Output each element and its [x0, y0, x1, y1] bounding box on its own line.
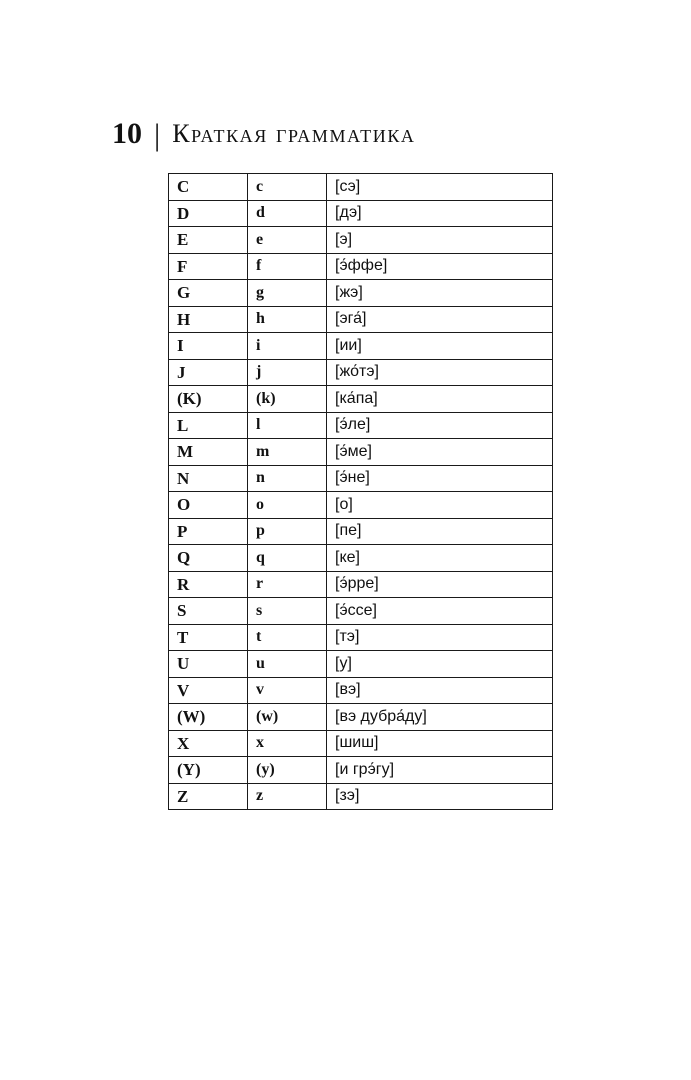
pronunciation-cell: [э́не] — [327, 465, 553, 492]
uppercase-letter-cell: H — [169, 306, 248, 333]
pronunciation-cell: [жэ] — [327, 280, 553, 307]
table-row — [169, 200, 553, 227]
pronunciation-cell: [ии] — [327, 333, 553, 360]
pronunciation-cell: [сэ] — [327, 174, 553, 201]
table-row — [169, 571, 553, 598]
table-row — [169, 333, 553, 360]
uppercase-letter-cell: V — [169, 677, 248, 704]
pronunciation-cell: [э́ффе] — [327, 253, 553, 280]
uppercase-letter-cell: G — [169, 280, 248, 307]
uppercase-letter-cell: N — [169, 465, 248, 492]
uppercase-letter-cell: C — [169, 174, 248, 201]
table-row — [169, 227, 553, 254]
running-title: Краткая грамматика — [172, 119, 416, 148]
table-row — [169, 704, 553, 731]
pronunciation-cell: [ка́па] — [327, 386, 553, 413]
alphabet-table — [168, 173, 553, 810]
lowercase-letter-cell: c — [248, 174, 327, 201]
uppercase-letter-cell: U — [169, 651, 248, 678]
table-row — [169, 730, 553, 757]
lowercase-letter-cell: g — [248, 280, 327, 307]
table-row — [169, 439, 553, 466]
pronunciation-cell: [вэ] — [327, 677, 553, 704]
lowercase-letter-cell: (y) — [248, 757, 327, 784]
table-row — [169, 253, 553, 280]
uppercase-letter-cell: D — [169, 200, 248, 227]
lowercase-letter-cell: q — [248, 545, 327, 572]
running-header — [112, 112, 416, 156]
uppercase-letter-cell: Z — [169, 783, 248, 810]
pronunciation-cell: [эга́] — [327, 306, 553, 333]
pronunciation-cell: [тэ] — [327, 624, 553, 651]
pronunciation-cell: [э́рре] — [327, 571, 553, 598]
lowercase-letter-cell: m — [248, 439, 327, 466]
table-row — [169, 386, 553, 413]
table-row — [169, 757, 553, 784]
table-row — [169, 306, 553, 333]
table-row — [169, 651, 553, 678]
pronunciation-cell: [и грэ́гу] — [327, 757, 553, 784]
pronunciation-cell: [ке] — [327, 545, 553, 572]
uppercase-letter-cell: R — [169, 571, 248, 598]
pronunciation-cell: [вэ дубра́ду] — [327, 704, 553, 731]
table-row — [169, 518, 553, 545]
table-row — [169, 280, 553, 307]
uppercase-letter-cell: X — [169, 730, 248, 757]
lowercase-letter-cell: s — [248, 598, 327, 625]
lowercase-letter-cell: u — [248, 651, 327, 678]
pronunciation-cell: [о] — [327, 492, 553, 519]
table-row — [169, 465, 553, 492]
table-row — [169, 359, 553, 386]
pronunciation-cell: [дэ] — [327, 200, 553, 227]
page-number: 10 — [112, 117, 142, 150]
uppercase-letter-cell: Q — [169, 545, 248, 572]
lowercase-letter-cell: d — [248, 200, 327, 227]
table-row — [169, 783, 553, 810]
table-row — [169, 624, 553, 651]
table-row — [169, 598, 553, 625]
lowercase-letter-cell: f — [248, 253, 327, 280]
table-row — [169, 677, 553, 704]
uppercase-letter-cell: E — [169, 227, 248, 254]
pronunciation-cell: [у] — [327, 651, 553, 678]
pronunciation-cell: [э́ле] — [327, 412, 553, 439]
uppercase-letter-cell: O — [169, 492, 248, 519]
uppercase-letter-cell: (W) — [169, 704, 248, 731]
alphabet-table-body — [169, 174, 553, 810]
uppercase-letter-cell: L — [169, 412, 248, 439]
lowercase-letter-cell: t — [248, 624, 327, 651]
uppercase-letter-cell: P — [169, 518, 248, 545]
uppercase-letter-cell: (Y) — [169, 757, 248, 784]
pronunciation-cell: [пе] — [327, 518, 553, 545]
pronunciation-cell: [шиш] — [327, 730, 553, 757]
uppercase-letter-cell: M — [169, 439, 248, 466]
lowercase-letter-cell: l — [248, 412, 327, 439]
pronunciation-cell: [жо́тэ] — [327, 359, 553, 386]
lowercase-letter-cell: p — [248, 518, 327, 545]
lowercase-letter-cell: v — [248, 677, 327, 704]
table-row — [169, 545, 553, 572]
lowercase-letter-cell: o — [248, 492, 327, 519]
table-row — [169, 492, 553, 519]
header-separator: | — [154, 116, 161, 152]
lowercase-letter-cell: n — [248, 465, 327, 492]
table-row — [169, 412, 553, 439]
lowercase-letter-cell: r — [248, 571, 327, 598]
pronunciation-cell: [э] — [327, 227, 553, 254]
lowercase-letter-cell: (k) — [248, 386, 327, 413]
lowercase-letter-cell: (w) — [248, 704, 327, 731]
lowercase-letter-cell: j — [248, 359, 327, 386]
uppercase-letter-cell: T — [169, 624, 248, 651]
uppercase-letter-cell: F — [169, 253, 248, 280]
uppercase-letter-cell: (K) — [169, 386, 248, 413]
pronunciation-cell: [э́ссе] — [327, 598, 553, 625]
lowercase-letter-cell: i — [248, 333, 327, 360]
uppercase-letter-cell: I — [169, 333, 248, 360]
lowercase-letter-cell: x — [248, 730, 327, 757]
table-row — [169, 174, 553, 201]
uppercase-letter-cell: S — [169, 598, 248, 625]
uppercase-letter-cell: J — [169, 359, 248, 386]
pronunciation-cell: [э́ме] — [327, 439, 553, 466]
lowercase-letter-cell: z — [248, 783, 327, 810]
pronunciation-cell: [зэ] — [327, 783, 553, 810]
lowercase-letter-cell: e — [248, 227, 327, 254]
lowercase-letter-cell: h — [248, 306, 327, 333]
